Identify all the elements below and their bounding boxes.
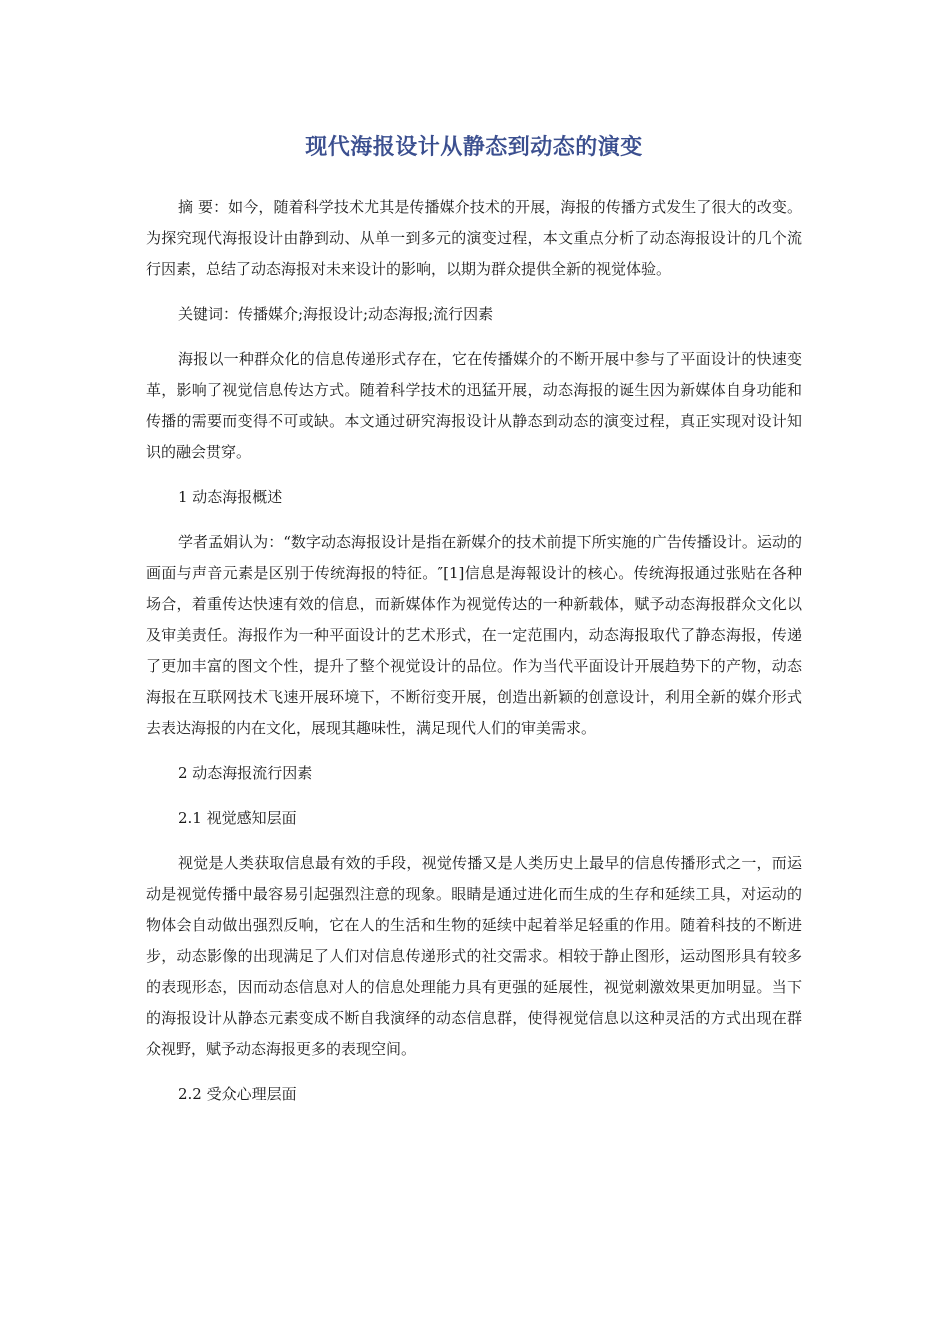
section-2-1-heading: 2.1 视觉感知层面 xyxy=(178,809,297,827)
section-1-heading: 1 动态海报概述 xyxy=(178,488,283,506)
document-title: 现代海报设计从静态到动态的演变 xyxy=(305,135,643,160)
section-2-2-heading: 2.2 受众心理层面 xyxy=(178,1085,297,1103)
section-2-heading: 2 动态海报流行因素 xyxy=(178,764,313,782)
abstract-paragraph: 摘 要：如今，随着科学技术尤其是传播媒介技术的开展，海报的传播方式发生了很大的改变。为探究现代海报设计由静到动、从单一到多元的演变过程，本文重点分析了动态海报设计的几个流行因素，总结了动态海报对未来设计的影响，以期为群众提供全新的视觉体验。 xyxy=(146,198,802,278)
document-page xyxy=(146,128,802,1124)
keywords-paragraph: 关键词：传播媒介;海报设计;动态海报;流行因素 xyxy=(178,305,494,323)
section-1-paragraph: 学者孟娟认为：“数字动态海报设计是指在新媒介的技术前提下所实施的广告传播设计。运动的画面与声音元素是区别于传统海报的特征。″[1]信息是海報设计的核心。传统海报通过张贴在各种场合，着重传达快速有效的信息，而新媒体作为视觉传达的一种新载体，赋予动态海报群众文化以及审美责任。海报作为一种平面设计的艺术形式，在一定范围内，动态海报取代了静态海报，传递了更加丰富的图文个性，提升了整个视觉设计的品位。作为当代平面设计开展趋势下的产物，动态海报在互联网技术飞速开展环境下，不断衍变开展，创造出新颖的创意设计，利用全新的媒介形式去表达海报的内在文化，展现其趣味性，满足现代人们的审美需求。 xyxy=(146,533,802,737)
section-2-1-paragraph: 视觉是人类获取信息最有效的手段，视觉传播又是人类历史上最早的信息传播形式之一，而运动是视觉传播中最容易引起强烈注意的现象。眼睛是通过进化而生成的生存和延续工具，对运动的物体会自动做出强烈反响，它在人的生活和生物的延续中起着举足轻重的作用。随着科技的不断进步，动态影像的出现满足了人们对信息传递形式的社交需求。相较于静止图形，运动图形具有较多的表现形态，因而动态信息对人的信息处理能力具有更强的延展性，视觉刺激效果更加明显。当下的海报设计从静态元素变成不断自我演绎的动态信息群，使得视觉信息以这种灵活的方式出现在群众视野，赋予动态海报更多的表现空间。 xyxy=(146,854,802,1058)
intro-paragraph: 海报以一种群众化的信息传递形式存在，它在传播媒介的不断开展中参与了平面设计的快速变革，影响了视觉信息传达方式。随着科学技术的迅猛开展，动态海报的诞生因为新媒体自身功能和传播的需要而变得不可或缺。本文通过研究海报设计从静态到动态的演变过程，真正实现对设计知识的融会贯穿。 xyxy=(146,350,802,461)
